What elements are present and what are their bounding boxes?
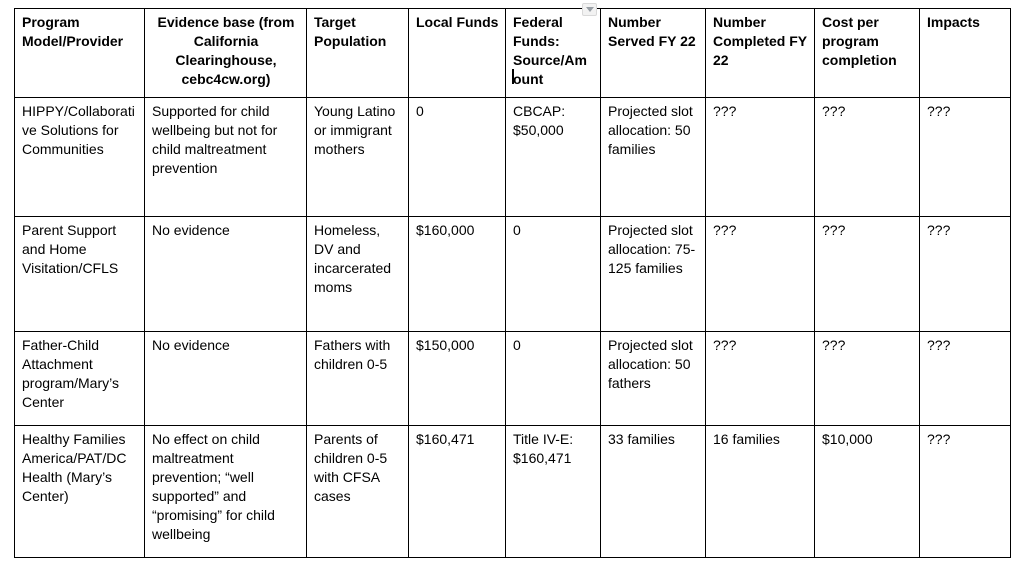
column-header-local-funds[interactable]: Local Funds (409, 9, 506, 98)
table-row-father-child (15, 332, 1011, 426)
table-row-parent-support (15, 217, 1011, 332)
table-row-hippy (15, 98, 1011, 217)
chevron-down-icon (586, 7, 594, 12)
cell-target-population[interactable]: Parents of children 0-5 with CFSA cases (307, 426, 409, 558)
cell-federal-funds[interactable]: 0 (506, 217, 601, 332)
cell-target-population[interactable]: Homeless, DV and incarcerated moms (307, 217, 409, 332)
cell-impacts[interactable]: ??? (920, 332, 1011, 426)
column-header-evidence-base[interactable]: Evidence base (from California Clearinghouse, cebc4cw.org) (145, 9, 307, 98)
cell-number-completed[interactable]: 16 families (706, 426, 815, 558)
cell-evidence-base[interactable]: No evidence (145, 217, 307, 332)
column-header-federal-funds[interactable] (506, 9, 601, 98)
cell-impacts[interactable]: ??? (920, 217, 1011, 332)
cell-impacts[interactable]: ??? (920, 98, 1011, 217)
cell-cost-per-completion[interactable]: ??? (815, 332, 920, 426)
column-header-cost-per-completion[interactable]: Cost per program completion (815, 9, 920, 98)
cell-cost-per-completion[interactable]: ??? (815, 217, 920, 332)
cell-evidence-base[interactable]: No effect on child maltreatment prevention; “well supported” and “promising” for child wellbeing (145, 426, 307, 558)
dropdown-indicator-icon[interactable] (582, 3, 597, 16)
column-header-impacts[interactable]: Impacts (920, 9, 1011, 98)
cell-federal-funds[interactable]: 0 (506, 332, 601, 426)
program-funding-table (14, 8, 1011, 558)
cell-number-served[interactable]: Projected slot allocation: 75-125 families (601, 217, 706, 332)
cell-program-model[interactable]: Parent Support and Home Visitation/CFLS (15, 217, 145, 332)
cell-local-funds[interactable]: $160,471 (409, 426, 506, 558)
cell-target-population[interactable]: Fathers with children 0-5 (307, 332, 409, 426)
column-header-program-model[interactable]: Program Model/Provider (15, 9, 145, 98)
cell-local-funds[interactable]: $160,000 (409, 217, 506, 332)
cell-local-funds[interactable]: $150,000 (409, 332, 506, 426)
text-cursor (512, 69, 514, 84)
column-header-target-population[interactable]: Target Population (307, 9, 409, 98)
cell-number-served[interactable]: Projected slot allocation: 50 families (601, 98, 706, 217)
cell-cost-per-completion[interactable]: ??? (815, 98, 920, 217)
cell-program-model[interactable]: Father-Child Attachment program/Mary’s Center (15, 332, 145, 426)
cell-local-funds[interactable]: 0 (409, 98, 506, 217)
cell-target-population[interactable]: Young Latino or immigrant mothers (307, 98, 409, 217)
cell-federal-funds[interactable]: Title IV-E: $160,471 (506, 426, 601, 558)
header-row (15, 9, 1011, 98)
cell-number-completed[interactable]: ??? (706, 332, 815, 426)
cell-impacts[interactable]: ??? (920, 426, 1011, 558)
cell-number-completed[interactable]: ??? (706, 217, 815, 332)
column-header-number-served[interactable]: Number Served FY 22 (601, 9, 706, 98)
column-header-number-completed[interactable]: Number Completed FY 22 (706, 9, 815, 98)
cell-evidence-base[interactable]: Supported for child wellbeing but not for child maltreatment prevention (145, 98, 307, 217)
cell-program-model[interactable]: HIPPY/Collaborative Solutions for Communities (15, 98, 145, 217)
cell-number-completed[interactable]: ??? (706, 98, 815, 217)
table-row-healthy-families (15, 426, 1011, 558)
cell-evidence-base[interactable]: No evidence (145, 332, 307, 426)
cell-federal-funds[interactable]: CBCAP: $50,000 (506, 98, 601, 217)
column-header-label: Federal Funds: Source/Amount (513, 14, 587, 87)
cell-cost-per-completion[interactable]: $10,000 (815, 426, 920, 558)
cell-program-model[interactable]: Healthy Families America/PAT/DC Health (Mary’s Center) (15, 426, 145, 558)
cell-number-served[interactable]: 33 families (601, 426, 706, 558)
cell-number-served[interactable]: Projected slot allocation: 50 fathers (601, 332, 706, 426)
